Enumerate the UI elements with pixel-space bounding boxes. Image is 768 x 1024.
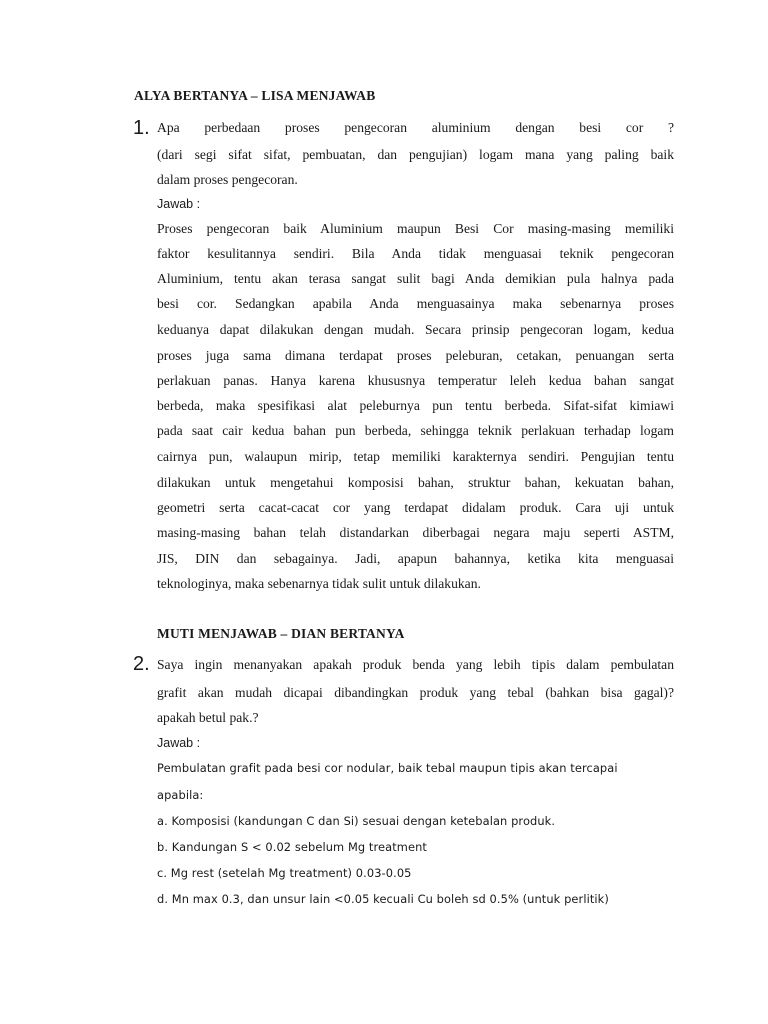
answer-1-label: Jawab : [157,197,201,211]
answer-2-line: Pembulatan grafit pada besi cor nodular, baik tebal maupun tipis akan tercapai [157,761,618,775]
answer-1-line: teknologinya, maka sebenarnya tidak sulit untuk dilakukan. [157,576,481,591]
answer-1-line: perlakuan panas. Hanya karena khususnya temperatur leleh kedua bahan sangat [157,373,674,388]
section-1-heading: ALYA BERTANYA – LISA MENJAWAB [134,88,376,103]
answer-2-line: apabila: [157,788,204,802]
answer-1-line: JIS, DIN dan sebagainya. Jadi, apapun bahannya, ketika kita menguasai [157,551,674,566]
answer-1-line: masing-masing bahan telah distandarkan diberbagai negara maju seperti ASTM, [157,525,674,540]
answer-1-line: Proses pengecoran baik Aluminium maupun Besi Cor masing-masing memiliki [157,221,674,236]
answer-1-line: dilakukan untuk mengetahui komposisi bahan, struktur bahan, kekuatan bahan, [157,475,674,490]
section-2-heading: MUTI MENJAWAB – DIAN BERTANYA [157,626,405,641]
answer-1-line: geometri serta cacat-cacat cor yang terdapat didalam produk. Cara uji untuk [157,500,674,515]
answer-2-label: Jawab : [157,736,201,750]
answer-1-line: faktor kesulitannya sendiri. Bila Anda tidak menguasai teknik pengecoran [157,246,674,261]
answer-1-line: besi cor. Sedangkan apabila Anda menguasainya maka sebenarnya proses [157,296,674,311]
section-1-number: 1. [133,117,150,139]
answer-1-line: cairnya pun, walaupun mirip, tetap memiliki karakternya sendiri. Pengujian tentu [157,449,674,464]
answer-2-item-d: d. Mn max 0.3, dan unsur lain <0.05 kecuali Cu boleh sd 0.5% (untuk perlitik) [157,892,609,906]
section-2-number: 2. [133,653,150,675]
answer-1-line: berbeda, maka spesifikasi alat peleburnya pun tentu berbeda. Sifat-sifat kimiawi [157,398,674,413]
answer-1-line: pada saat cair kedua bahan pun berbeda, sehingga teknik perlakuan terhadap logam [157,423,674,438]
answer-1-line: proses juga sama dimana terdapat proses peleburan, cetakan, penuangan serta [157,348,674,363]
question-1-line-1: Apa perbedaan proses pengecoran aluminium dengan besi cor ? [157,120,674,135]
question-2-line-1: Saya ingin menanyakan apakah produk benda yang lebih tipis dalam pembulatan [157,657,674,672]
answer-2-item-c: c. Mg rest (setelah Mg treatment) 0.03-0.05 [157,866,412,880]
question-2-line-2: grafit akan mudah dicapai dibandingkan produk yang tebal (bahkan bisa gagal)? [157,685,674,700]
answer-2-item-b: b. Kandungan S < 0.02 sebelum Mg treatment [157,840,427,854]
answer-1-line: Aluminium, tentu akan terasa sangat sulit bagi Anda demikian pula halnya pada [157,271,674,286]
answer-2-item-a: a. Komposisi (kandungan C dan Si) sesuai dengan ketebalan produk. [157,814,556,828]
question-1-line-2: (dari segi sifat sifat, pembuatan, dan pengujian) logam mana yang paling baik [157,147,674,162]
answer-1-line: keduanya dapat dilakukan dengan mudah. Secara prinsip pengecoran logam, kedua [157,322,674,337]
question-1-line-3: dalam proses pengecoran. [157,172,298,187]
question-2-line-3: apakah betul pak.? [157,710,259,725]
